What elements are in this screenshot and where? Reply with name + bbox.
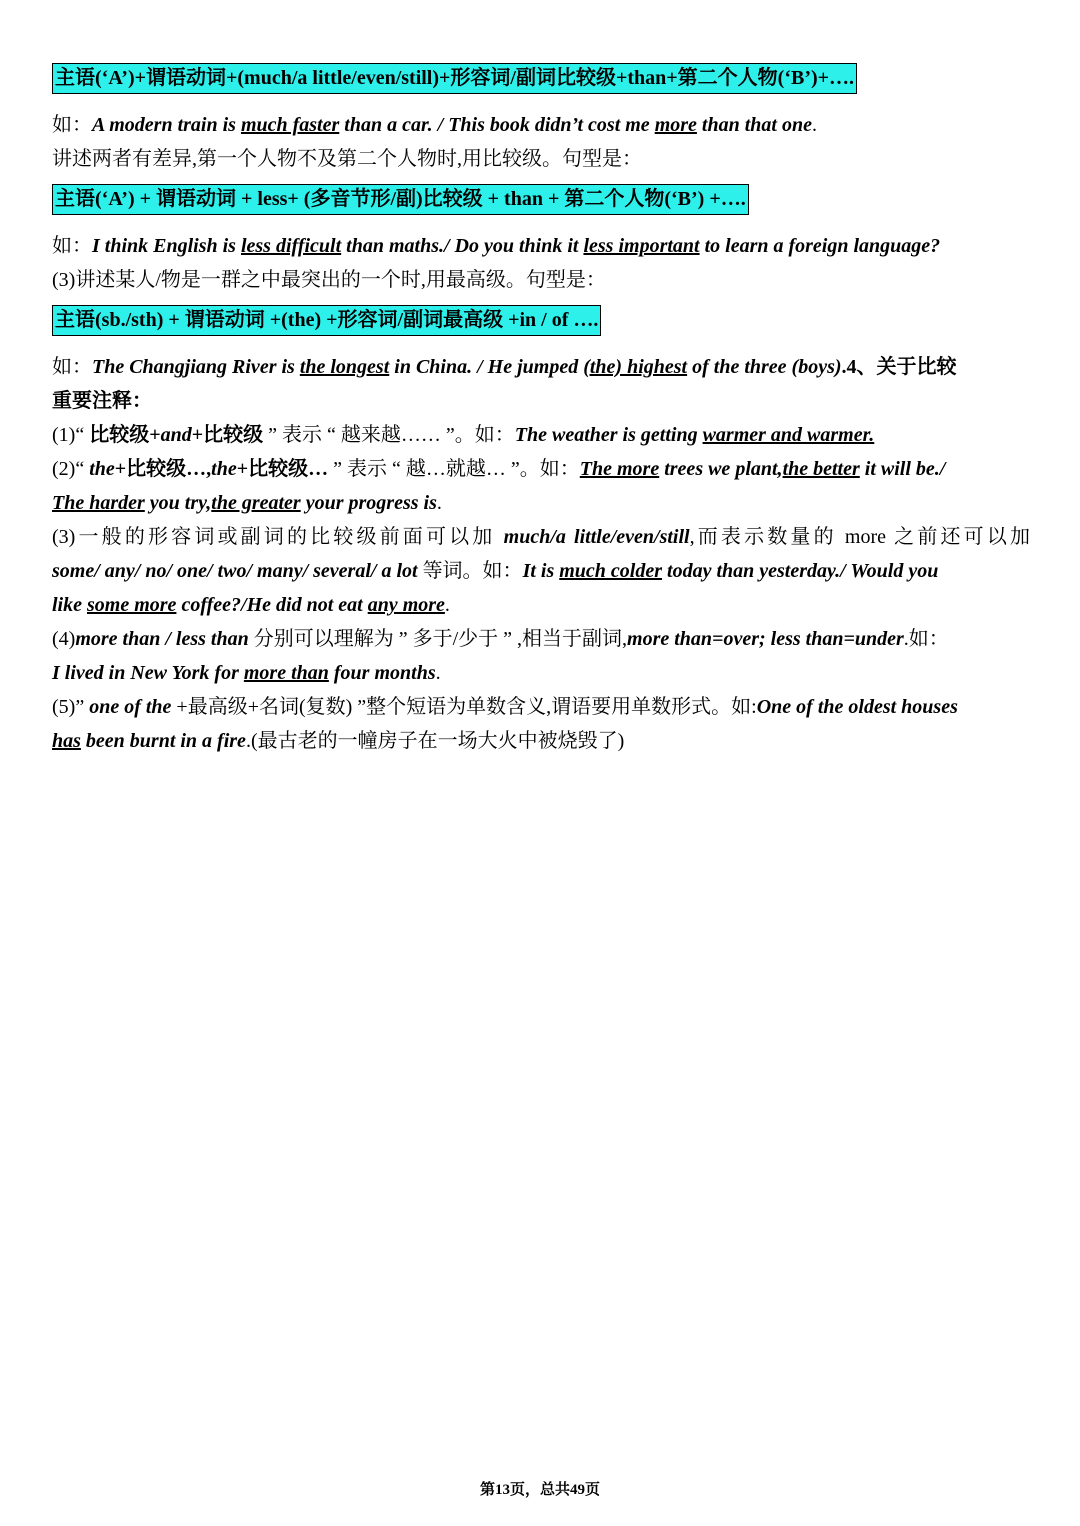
formula-box-comparative: 主语(‘A’)+谓语动词+(much/a little/even/still)+形容词/副词比较级+than+第二个人物(‘B’)+….: [52, 63, 857, 94]
period: .: [444, 594, 450, 616]
note-text: ” 表示 “ 越来越…… ”。如：: [263, 424, 515, 446]
underlined-phrase: has: [52, 730, 81, 752]
example-text: today than yesterday./ Would you: [662, 560, 939, 582]
note-pattern: 比较级+: [89, 424, 161, 446]
underlined-phrase: much colder: [559, 560, 663, 582]
example-text: A modern train is: [92, 114, 241, 136]
page-footer: 第13页，总共49页: [479, 1482, 600, 1498]
note-number: (2)“: [52, 458, 90, 480]
underlined-phrase: less difficult: [240, 235, 342, 257]
document-page: [52, 63, 1030, 758]
translation-text: .(最古老的一幢房子在一场大火中被烧毁了): [245, 730, 625, 752]
example-text: I think English is: [92, 235, 241, 257]
example-text: It is: [522, 560, 560, 582]
example-text: your progress is: [300, 492, 437, 514]
note-text: .如：: [903, 628, 949, 650]
note-pattern: +比较级: [191, 424, 264, 446]
example-text: it will be./: [859, 458, 946, 480]
note-4: [52, 622, 1030, 656]
note-pattern: some/ any/ no/ one/ two/ many/ several/ a lot: [52, 560, 418, 582]
example-text: like: [52, 594, 87, 616]
period: .: [435, 662, 441, 684]
note-text: (3)一般的形容词或副词的比较级前面可以加: [52, 526, 504, 548]
underlined-phrase: warmer and warmer.: [702, 424, 875, 446]
note-text: ,而表示数量的 more 之前还可以加: [689, 526, 1031, 548]
underlined-phrase: more than: [243, 662, 329, 684]
note-pattern: more than / less than: [75, 628, 249, 650]
example-text: One of the oldest houses: [756, 696, 958, 718]
note-4-example: [52, 656, 1030, 690]
note-2-continued: [52, 486, 1030, 520]
note-text: 等词。如：: [417, 560, 523, 582]
example-text: coffee?/He did not eat: [176, 594, 368, 616]
example-text: The weather is getting: [514, 424, 703, 446]
example-line-2: [52, 229, 1030, 263]
example-text: four months: [328, 662, 436, 684]
example-text: of the three (boys): [687, 356, 842, 378]
formula-box-superlative: 主语(sb./sth) + 谓语动词 +(the) +形容词/副词最高级 +in / of ….: [52, 305, 601, 336]
note-pattern: +比较级…,: [114, 458, 212, 480]
example-text: trees we plant,: [659, 458, 783, 480]
example-text: I lived in New York for: [52, 662, 244, 684]
note-pattern: the: [211, 458, 237, 480]
label-ru: 如：: [52, 235, 92, 257]
note-text: +最高级+名词(复数) ”整个短语为单数含义,谓语要用单数形式。如:: [171, 696, 757, 718]
underlined-phrase: (the) highest: [583, 356, 688, 378]
note-5: [52, 690, 1030, 724]
example-text: been burnt in a fire: [80, 730, 246, 752]
note-pattern: the: [89, 458, 115, 480]
explanation-line: 讲述两者有差异,第一个人物不及第二个人物时,用比较级。句型是：: [52, 148, 642, 170]
note-1: [52, 418, 1030, 452]
example-text: you try,: [144, 492, 212, 514]
note-5-continued: [52, 724, 1030, 758]
period: .: [436, 492, 442, 514]
section-heading: .4、关于比较: [841, 356, 957, 378]
example-line-3: [52, 350, 1030, 384]
example-line-1: [52, 108, 1030, 142]
explanation-line-superlative: (3)讲述某人/物是一群之中最突出的一个时,用最高级。句型是：: [52, 269, 606, 291]
note-2: [52, 452, 1030, 486]
underlined-phrase: any more: [367, 594, 445, 616]
underlined-phrase: the longest: [299, 356, 390, 378]
example-text: The Changjiang River is: [92, 356, 300, 378]
note-text: 分别可以理解为 ” 多于/少于 ” ,相当于副词,: [248, 628, 628, 650]
note-number: (4): [52, 628, 76, 650]
note-pattern: much/a little/even/still: [503, 526, 690, 548]
example-text: than maths./ Do you think it: [341, 235, 584, 257]
underlined-phrase: The more: [579, 458, 660, 480]
underlined-phrase: some more: [87, 594, 177, 616]
underlined-phrase: much faster: [240, 114, 340, 136]
underlined-phrase: more: [654, 114, 697, 136]
note-pattern: +比较级…: [236, 458, 329, 480]
notes-heading: 重要注释：: [52, 390, 152, 412]
example-text: than a car. / This book didn’t cost me: [339, 114, 655, 136]
period: .: [811, 114, 817, 136]
note-number: (5)”: [52, 696, 90, 718]
example-text: in China. / He jumped: [389, 356, 584, 378]
note-pattern: more than=over; less than=under: [627, 628, 904, 650]
label-ru: 如：: [52, 356, 92, 378]
example-text: to learn a foreign language?: [699, 235, 941, 257]
underlined-phrase: the better: [782, 458, 860, 480]
note-pattern: and: [160, 424, 192, 446]
underlined-phrase: the greater: [211, 492, 301, 514]
underlined-phrase: The harder: [52, 492, 145, 514]
note-3-example-end: [52, 588, 1030, 622]
underlined-phrase: less important: [583, 235, 700, 257]
note-text: ” 表示 “ 越…就越… ”。如：: [328, 458, 580, 480]
label-ru: 如：: [52, 114, 92, 136]
note-pattern: one of the: [89, 696, 172, 718]
note-number: (1)“: [52, 424, 90, 446]
note-3-continued: [52, 554, 1030, 588]
formula-box-less: 主语(‘A’) + 谓语动词 + less+ (多音节形/副)比较级 + than + 第二个人物(‘B’) +….: [52, 184, 749, 215]
note-3: [52, 520, 1030, 554]
example-text: than that one: [696, 114, 812, 136]
